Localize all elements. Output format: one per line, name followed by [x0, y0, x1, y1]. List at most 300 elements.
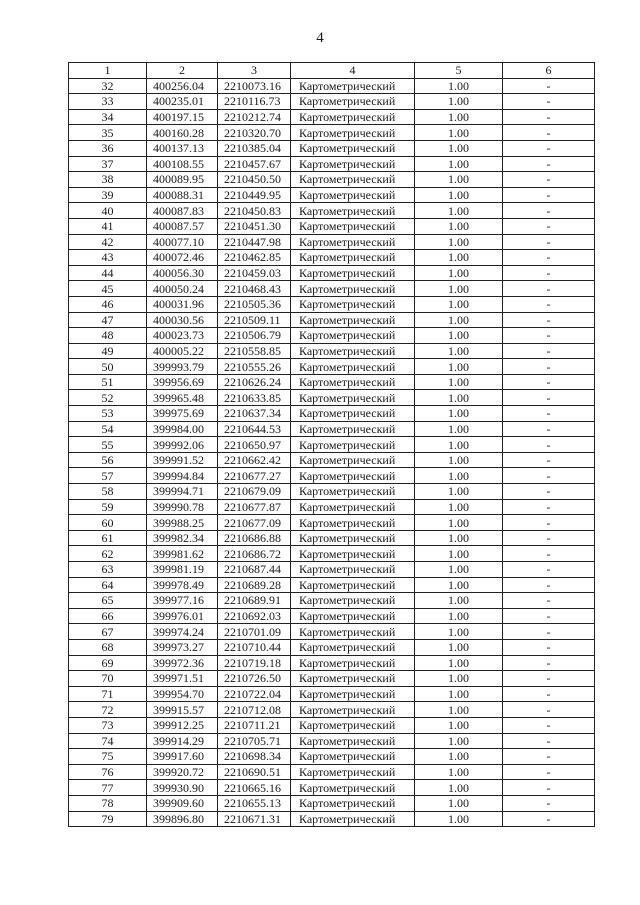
- cell-description: -: [503, 140, 595, 156]
- cell-point-number: 77: [69, 780, 147, 796]
- cell-x: 399972.36: [147, 655, 218, 671]
- cell-method: Картометрический: [291, 702, 415, 718]
- table-row: [69, 125, 595, 141]
- cell-accuracy: 1.00: [415, 795, 503, 811]
- cell-description: -: [503, 78, 595, 94]
- cell-method: Картометрический: [291, 686, 415, 702]
- cell-description: -: [503, 312, 595, 328]
- cell-method: Картометрический: [291, 156, 415, 172]
- cell-point-number: 41: [69, 218, 147, 234]
- cell-method: Картометрический: [291, 406, 415, 422]
- table-row: [69, 218, 595, 234]
- cell-x: 399914.29: [147, 733, 218, 749]
- cell-description: -: [503, 125, 595, 141]
- cell-point-number: 56: [69, 452, 147, 468]
- table-row: [69, 452, 595, 468]
- cell-accuracy: 1.00: [415, 78, 503, 94]
- cell-accuracy: 1.00: [415, 702, 503, 718]
- cell-method: Картометрический: [291, 390, 415, 406]
- table-row: [69, 530, 595, 546]
- cell-x: 400160.28: [147, 125, 218, 141]
- cell-method: Картометрический: [291, 421, 415, 437]
- cell-y: 2210505.36: [218, 296, 291, 312]
- cell-y: 2210650.97: [218, 437, 291, 453]
- cell-description: -: [503, 452, 595, 468]
- cell-y: 2210726.50: [218, 671, 291, 687]
- column-header-method: 4: [291, 63, 415, 79]
- cell-description: -: [503, 733, 595, 749]
- cell-accuracy: 1.00: [415, 577, 503, 593]
- cell-y: 2210687.44: [218, 562, 291, 578]
- cell-x: 400077.10: [147, 234, 218, 250]
- cell-x: 399971.51: [147, 671, 218, 687]
- cell-accuracy: 1.00: [415, 125, 503, 141]
- cell-x: 399956.69: [147, 374, 218, 390]
- cell-point-number: 71: [69, 686, 147, 702]
- cell-point-number: 32: [69, 78, 147, 94]
- cell-point-number: 33: [69, 94, 147, 110]
- cell-description: -: [503, 265, 595, 281]
- cell-y: 2210462.85: [218, 250, 291, 266]
- cell-description: -: [503, 749, 595, 765]
- cell-y: 2210450.83: [218, 203, 291, 219]
- cell-description: -: [503, 515, 595, 531]
- cell-x: 400089.95: [147, 172, 218, 188]
- cell-x: 399982.34: [147, 530, 218, 546]
- cell-accuracy: 1.00: [415, 546, 503, 562]
- cell-point-number: 70: [69, 671, 147, 687]
- cell-method: Картометрический: [291, 733, 415, 749]
- cell-x: 399930.90: [147, 780, 218, 796]
- cell-x: 400072.46: [147, 250, 218, 266]
- cell-x: 399917.60: [147, 749, 218, 765]
- cell-method: Картометрический: [291, 530, 415, 546]
- cell-y: 2210689.91: [218, 593, 291, 609]
- cell-point-number: 60: [69, 515, 147, 531]
- table-row: [69, 234, 595, 250]
- cell-x: 399965.48: [147, 390, 218, 406]
- table-row: [69, 717, 595, 733]
- cell-accuracy: 1.00: [415, 811, 503, 827]
- cell-method: Картометрический: [291, 795, 415, 811]
- cell-x: 399994.84: [147, 468, 218, 484]
- cell-description: -: [503, 390, 595, 406]
- cell-point-number: 61: [69, 530, 147, 546]
- cell-x: 400137.13: [147, 140, 218, 156]
- cell-description: -: [503, 562, 595, 578]
- cell-description: -: [503, 172, 595, 188]
- cell-description: -: [503, 608, 595, 624]
- cell-method: Картометрический: [291, 811, 415, 827]
- table-row: [69, 577, 595, 593]
- cell-method: Картометрический: [291, 281, 415, 297]
- cell-x: 400087.57: [147, 218, 218, 234]
- cell-y: 2210633.85: [218, 390, 291, 406]
- cell-method: Картометрический: [291, 780, 415, 796]
- cell-accuracy: 1.00: [415, 359, 503, 375]
- table-row: [69, 515, 595, 531]
- cell-point-number: 54: [69, 421, 147, 437]
- cell-point-number: 44: [69, 265, 147, 281]
- cell-point-number: 78: [69, 795, 147, 811]
- cell-method: Картометрический: [291, 655, 415, 671]
- table-row: [69, 686, 595, 702]
- cell-description: -: [503, 234, 595, 250]
- cell-method: Картометрический: [291, 484, 415, 500]
- cell-accuracy: 1.00: [415, 172, 503, 188]
- cell-description: -: [503, 109, 595, 125]
- column-header-y: 3: [218, 63, 291, 79]
- table-row: [69, 374, 595, 390]
- cell-point-number: 63: [69, 562, 147, 578]
- cell-description: -: [503, 499, 595, 515]
- cell-accuracy: 1.00: [415, 733, 503, 749]
- cell-accuracy: 1.00: [415, 484, 503, 500]
- table-row: [69, 172, 595, 188]
- cell-y: 2210073.16: [218, 78, 291, 94]
- cell-y: 2210679.09: [218, 484, 291, 500]
- cell-method: Картометрический: [291, 577, 415, 593]
- cell-y: 2210692.03: [218, 608, 291, 624]
- cell-point-number: 73: [69, 717, 147, 733]
- cell-y: 2210320.70: [218, 125, 291, 141]
- cell-method: Картометрический: [291, 764, 415, 780]
- cell-x: 399984.00: [147, 421, 218, 437]
- cell-description: -: [503, 218, 595, 234]
- cell-y: 2210506.79: [218, 328, 291, 344]
- cell-point-number: 49: [69, 343, 147, 359]
- cell-y: 2210701.09: [218, 624, 291, 640]
- table-row: [69, 546, 595, 562]
- cell-point-number: 40: [69, 203, 147, 219]
- cell-description: -: [503, 717, 595, 733]
- cell-x: 399978.49: [147, 577, 218, 593]
- cell-y: 2210655.13: [218, 795, 291, 811]
- cell-x: 399912.25: [147, 717, 218, 733]
- cell-y: 2210677.27: [218, 468, 291, 484]
- cell-method: Картометрический: [291, 187, 415, 203]
- cell-method: Картометрический: [291, 109, 415, 125]
- table-row: [69, 78, 595, 94]
- cell-accuracy: 1.00: [415, 390, 503, 406]
- cell-point-number: 74: [69, 733, 147, 749]
- cell-accuracy: 1.00: [415, 780, 503, 796]
- cell-y: 2210449.95: [218, 187, 291, 203]
- cell-accuracy: 1.00: [415, 265, 503, 281]
- cell-point-number: 79: [69, 811, 147, 827]
- cell-description: -: [503, 421, 595, 437]
- table-row: [69, 140, 595, 156]
- cell-accuracy: 1.00: [415, 515, 503, 531]
- cell-point-number: 67: [69, 624, 147, 640]
- cell-point-number: 42: [69, 234, 147, 250]
- cell-y: 2210662.42: [218, 452, 291, 468]
- cell-y: 2210509.11: [218, 312, 291, 328]
- cell-y: 2210677.09: [218, 515, 291, 531]
- cell-x: 399973.27: [147, 639, 218, 655]
- table-row: [69, 562, 595, 578]
- cell-method: Картометрический: [291, 499, 415, 515]
- cell-accuracy: 1.00: [415, 250, 503, 266]
- cell-description: -: [503, 624, 595, 640]
- cell-point-number: 72: [69, 702, 147, 718]
- cell-description: -: [503, 296, 595, 312]
- cell-y: 2210686.88: [218, 530, 291, 546]
- cell-x: 399909.60: [147, 795, 218, 811]
- cell-method: Картометрический: [291, 717, 415, 733]
- cell-point-number: 34: [69, 109, 147, 125]
- column-header-description: 6: [503, 63, 595, 79]
- cell-x: 399975.69: [147, 406, 218, 422]
- cell-y: 2210689.28: [218, 577, 291, 593]
- cell-accuracy: 1.00: [415, 655, 503, 671]
- cell-method: Картометрический: [291, 140, 415, 156]
- cell-x: 399991.52: [147, 452, 218, 468]
- table-row: [69, 265, 595, 281]
- cell-accuracy: 1.00: [415, 187, 503, 203]
- column-header-x: 2: [147, 63, 218, 79]
- cell-method: Картометрический: [291, 312, 415, 328]
- cell-description: -: [503, 593, 595, 609]
- cell-description: -: [503, 811, 595, 827]
- cell-method: Картометрический: [291, 234, 415, 250]
- cell-y: 2210711.21: [218, 717, 291, 733]
- cell-accuracy: 1.00: [415, 764, 503, 780]
- cell-point-number: 47: [69, 312, 147, 328]
- cell-description: -: [503, 250, 595, 266]
- cell-accuracy: 1.00: [415, 530, 503, 546]
- cell-y: 2210722.04: [218, 686, 291, 702]
- cell-x: 400023.73: [147, 328, 218, 344]
- cell-y: 2210385.04: [218, 140, 291, 156]
- cell-point-number: 76: [69, 764, 147, 780]
- cell-point-number: 69: [69, 655, 147, 671]
- table-row: [69, 281, 595, 297]
- cell-y: 2210212.74: [218, 109, 291, 125]
- cell-y: 2210719.18: [218, 655, 291, 671]
- cell-x: 400235.01: [147, 94, 218, 110]
- cell-description: -: [503, 343, 595, 359]
- cell-y: 2210116.73: [218, 94, 291, 110]
- cell-description: -: [503, 702, 595, 718]
- cell-y: 2210712.08: [218, 702, 291, 718]
- cell-accuracy: 1.00: [415, 281, 503, 297]
- table-row: [69, 468, 595, 484]
- cell-accuracy: 1.00: [415, 406, 503, 422]
- cell-y: 2210457.67: [218, 156, 291, 172]
- cell-accuracy: 1.00: [415, 452, 503, 468]
- cell-point-number: 48: [69, 328, 147, 344]
- cell-method: Картометрический: [291, 250, 415, 266]
- table-row: [69, 811, 595, 827]
- cell-method: Картометрический: [291, 452, 415, 468]
- cell-accuracy: 1.00: [415, 593, 503, 609]
- cell-description: -: [503, 764, 595, 780]
- cell-method: Картометрический: [291, 94, 415, 110]
- cell-y: 2210637.34: [218, 406, 291, 422]
- cell-accuracy: 1.00: [415, 296, 503, 312]
- cell-x: 399976.01: [147, 608, 218, 624]
- cell-description: -: [503, 203, 595, 219]
- cell-y: 2210450.50: [218, 172, 291, 188]
- cell-x: 399990.78: [147, 499, 218, 515]
- cell-x: 399920.72: [147, 764, 218, 780]
- table-row: [69, 624, 595, 640]
- cell-point-number: 55: [69, 437, 147, 453]
- cell-x: 400088.31: [147, 187, 218, 203]
- cell-point-number: 39: [69, 187, 147, 203]
- cell-description: -: [503, 795, 595, 811]
- cell-description: -: [503, 780, 595, 796]
- table-row: [69, 484, 595, 500]
- table-row: [69, 390, 595, 406]
- cell-description: -: [503, 437, 595, 453]
- table-row: [69, 250, 595, 266]
- cell-method: Картометрический: [291, 608, 415, 624]
- cell-method: Картометрический: [291, 639, 415, 655]
- cell-accuracy: 1.00: [415, 499, 503, 515]
- cell-accuracy: 1.00: [415, 717, 503, 733]
- cell-point-number: 52: [69, 390, 147, 406]
- cell-x: 399981.62: [147, 546, 218, 562]
- cell-description: -: [503, 484, 595, 500]
- table-row: [69, 795, 595, 811]
- cell-description: -: [503, 156, 595, 172]
- cell-x: 400030.56: [147, 312, 218, 328]
- cell-accuracy: 1.00: [415, 749, 503, 765]
- table-row: [69, 94, 595, 110]
- cell-x: 400005.22: [147, 343, 218, 359]
- cell-y: 2210555.26: [218, 359, 291, 375]
- cell-accuracy: 1.00: [415, 203, 503, 219]
- cell-method: Картометрический: [291, 218, 415, 234]
- cell-accuracy: 1.00: [415, 671, 503, 687]
- cell-description: -: [503, 686, 595, 702]
- cell-description: -: [503, 639, 595, 655]
- cell-y: 2210690.51: [218, 764, 291, 780]
- cell-accuracy: 1.00: [415, 421, 503, 437]
- cell-point-number: 43: [69, 250, 147, 266]
- column-header-point-number: 1: [69, 63, 147, 79]
- cell-x: 400031.96: [147, 296, 218, 312]
- cell-accuracy: 1.00: [415, 218, 503, 234]
- cell-point-number: 53: [69, 406, 147, 422]
- table-row: [69, 499, 595, 515]
- cell-point-number: 64: [69, 577, 147, 593]
- cell-method: Картометрический: [291, 624, 415, 640]
- cell-description: -: [503, 530, 595, 546]
- cell-point-number: 57: [69, 468, 147, 484]
- cell-y: 2210705.71: [218, 733, 291, 749]
- cell-y: 2210459.03: [218, 265, 291, 281]
- cell-x: 399992.06: [147, 437, 218, 453]
- cell-method: Картометрический: [291, 468, 415, 484]
- cell-point-number: 51: [69, 374, 147, 390]
- cell-x: 400087.83: [147, 203, 218, 219]
- cell-accuracy: 1.00: [415, 343, 503, 359]
- cell-x: 400256.04: [147, 78, 218, 94]
- table-row: [69, 359, 595, 375]
- cell-x: 400108.55: [147, 156, 218, 172]
- cell-accuracy: 1.00: [415, 109, 503, 125]
- cell-x: 399915.57: [147, 702, 218, 718]
- cell-y: 2210644.53: [218, 421, 291, 437]
- table-body: [69, 78, 595, 827]
- cell-y: 2210671.31: [218, 811, 291, 827]
- cell-y: 2210665.16: [218, 780, 291, 796]
- cell-y: 2210686.72: [218, 546, 291, 562]
- cell-method: Картометрический: [291, 203, 415, 219]
- cell-description: -: [503, 546, 595, 562]
- cell-accuracy: 1.00: [415, 156, 503, 172]
- table-row: [69, 749, 595, 765]
- cell-description: -: [503, 328, 595, 344]
- cell-method: Картометрический: [291, 749, 415, 765]
- cell-y: 2210698.34: [218, 749, 291, 765]
- cell-description: -: [503, 468, 595, 484]
- cell-point-number: 35: [69, 125, 147, 141]
- cell-description: -: [503, 281, 595, 297]
- cell-point-number: 50: [69, 359, 147, 375]
- cell-x: 400050.24: [147, 281, 218, 297]
- cell-point-number: 37: [69, 156, 147, 172]
- cell-description: -: [503, 374, 595, 390]
- table-row: [69, 312, 595, 328]
- cell-accuracy: 1.00: [415, 312, 503, 328]
- cell-method: Картометрический: [291, 671, 415, 687]
- cell-y: 2210447.98: [218, 234, 291, 250]
- table-row: [69, 343, 595, 359]
- cell-x: 399954.70: [147, 686, 218, 702]
- cell-accuracy: 1.00: [415, 686, 503, 702]
- cell-y: 2210558.85: [218, 343, 291, 359]
- cell-accuracy: 1.00: [415, 94, 503, 110]
- cell-x: 400056.30: [147, 265, 218, 281]
- page-number: 4: [316, 30, 324, 46]
- table-row: [69, 328, 595, 344]
- cell-accuracy: 1.00: [415, 140, 503, 156]
- cell-accuracy: 1.00: [415, 468, 503, 484]
- cell-y: 2210626.24: [218, 374, 291, 390]
- cell-x: 399974.24: [147, 624, 218, 640]
- cell-accuracy: 1.00: [415, 624, 503, 640]
- cell-point-number: 75: [69, 749, 147, 765]
- table-row: [69, 296, 595, 312]
- table-header-row: [69, 63, 595, 79]
- cell-description: -: [503, 187, 595, 203]
- table-row: [69, 109, 595, 125]
- table-row: [69, 421, 595, 437]
- cell-method: Картометрический: [291, 593, 415, 609]
- table-row: [69, 639, 595, 655]
- coordinates-table: [68, 62, 595, 827]
- table-row: [69, 671, 595, 687]
- cell-accuracy: 1.00: [415, 639, 503, 655]
- table-row: [69, 187, 595, 203]
- cell-description: -: [503, 671, 595, 687]
- cell-x: 399988.25: [147, 515, 218, 531]
- cell-method: Картометрический: [291, 125, 415, 141]
- cell-method: Картометрический: [291, 374, 415, 390]
- cell-point-number: 65: [69, 593, 147, 609]
- cell-x: 399993.79: [147, 359, 218, 375]
- cell-y: 2210677.87: [218, 499, 291, 515]
- table-row: [69, 780, 595, 796]
- cell-point-number: 36: [69, 140, 147, 156]
- cell-point-number: 59: [69, 499, 147, 515]
- cell-method: Картометрический: [291, 265, 415, 281]
- cell-accuracy: 1.00: [415, 328, 503, 344]
